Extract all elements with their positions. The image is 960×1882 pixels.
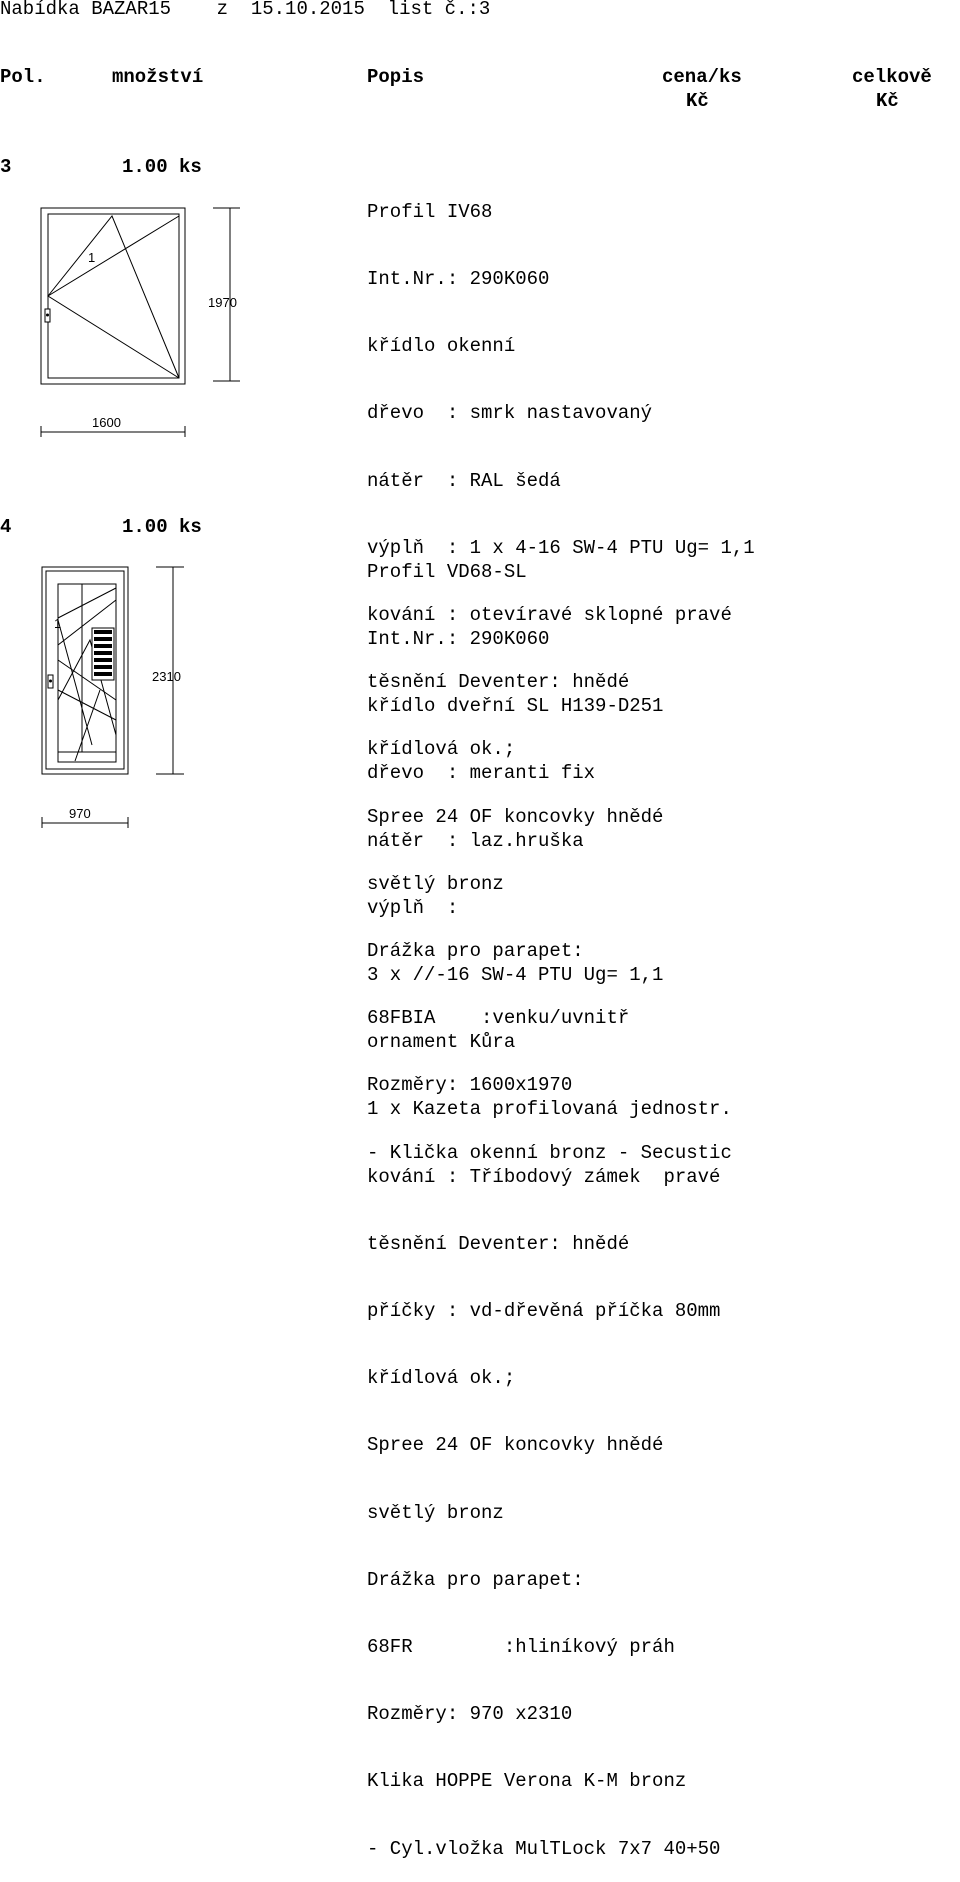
desc-line: Drážka pro parapet:: [367, 940, 584, 963]
desc-line: 1 x Kazeta profilovaná jednostr.: [367, 1098, 732, 1121]
column-header-mnozstvi: množství: [112, 66, 204, 88]
desc-line: Spree 24 OF koncovky hnědé: [367, 805, 664, 828]
turn-indicator-line: [48, 216, 179, 378]
window-drawing: [0, 195, 260, 440]
cassette-panel: [92, 628, 114, 680]
desc-line: Rozměry: 970 x2310: [367, 1703, 573, 1726]
column-header-pol: Pol.: [0, 66, 46, 88]
desc-line: křídlová ok.;: [367, 738, 516, 761]
width-dimension-label: 970: [69, 806, 91, 821]
column-header-celkove-unit: Kč: [876, 90, 899, 112]
desc-line: křídlo dveřní SL H139-D251: [367, 695, 664, 718]
desc-line: Int.Nr.: 290K060: [367, 628, 550, 651]
desc-line: - Klička okenní bronz - Secustic: [367, 1141, 732, 1164]
sash-number: 1: [88, 250, 96, 265]
item-quantity: 1.00 ks: [122, 516, 202, 538]
item-quantity: 1.00 ks: [122, 156, 202, 178]
desc-line: ornament Kůra: [367, 1031, 516, 1054]
column-header-celkove: celkově: [852, 66, 932, 88]
desc-line: výplň :: [367, 896, 459, 919]
desc-line: nátěr : RAL šedá: [367, 469, 561, 492]
desc-line: Profil VD68-SL: [367, 560, 527, 583]
door-frame: [42, 567, 128, 774]
desc-line: dřevo : meranti fix: [367, 762, 596, 785]
desc-line: příčky : vd-dřevěná příčka 80mm: [367, 1300, 721, 1323]
height-dimension-label: 2310: [152, 669, 181, 684]
desc-line: výplň : 1 x 4-16 SW-4 PTU Ug= 1,1: [367, 536, 755, 559]
desc-line: Drážka pro parapet:: [367, 1568, 584, 1591]
desc-line: kování : Tříbodový zámek pravé: [367, 1165, 721, 1188]
desc-line: 68FBIA :venku/uvnitř: [367, 1007, 630, 1030]
desc-line: světlý bronz: [367, 1501, 504, 1524]
column-header-popis: Popis: [367, 66, 425, 88]
window-frame: [41, 208, 185, 384]
desc-line: 3 x //-16 SW-4 PTU Ug= 1,1: [367, 964, 664, 987]
item-position: 3: [0, 156, 12, 178]
desc-line: Klika HOPPE Verona K-M bronz: [367, 1770, 687, 1793]
desc-line: Profil IV68: [367, 200, 493, 223]
desc-line: křídlo okenní: [367, 335, 516, 358]
door-drawing: [0, 555, 260, 835]
desc-line: 68FR :hliníkový práh: [367, 1636, 675, 1659]
desc-line: dřevo : smrk nastavovaný: [367, 402, 653, 425]
tilt-indicator-line: [48, 216, 179, 378]
document-title: Nabídka BAZAR15 z 15.10.2015 list č.:3: [0, 0, 491, 20]
sash-number: 1: [54, 616, 62, 631]
desc-line: kování : otevíravé sklopné pravé: [367, 604, 732, 627]
desc-line: křídlová ok.;: [367, 1367, 516, 1390]
desc-line: světlý bronz: [367, 872, 504, 895]
desc-line: Rozměry: 1600x1970: [367, 1074, 573, 1097]
desc-line: těsnění Deventer: hnědé: [367, 1232, 630, 1255]
column-header-cena-unit: Kč: [686, 90, 709, 112]
item-description: [367, 516, 732, 1882]
window-sash: [48, 214, 179, 378]
desc-line: nátěr : laz.hruška: [367, 829, 584, 852]
height-dimension-label: 1970: [208, 295, 237, 310]
column-header-cena: cena/ks: [662, 66, 742, 88]
desc-line: Spree 24 OF koncovky hnědé: [367, 1434, 664, 1457]
item-position: 4: [0, 516, 12, 538]
desc-line: těsnění Deventer: hnědé: [367, 671, 630, 694]
desc-line: - Cyl.vložka MulTLock 7x7 40+50: [367, 1837, 721, 1860]
desc-line: Int.Nr.: 290K060: [367, 268, 550, 291]
width-dimension-label: 1600: [92, 415, 121, 430]
